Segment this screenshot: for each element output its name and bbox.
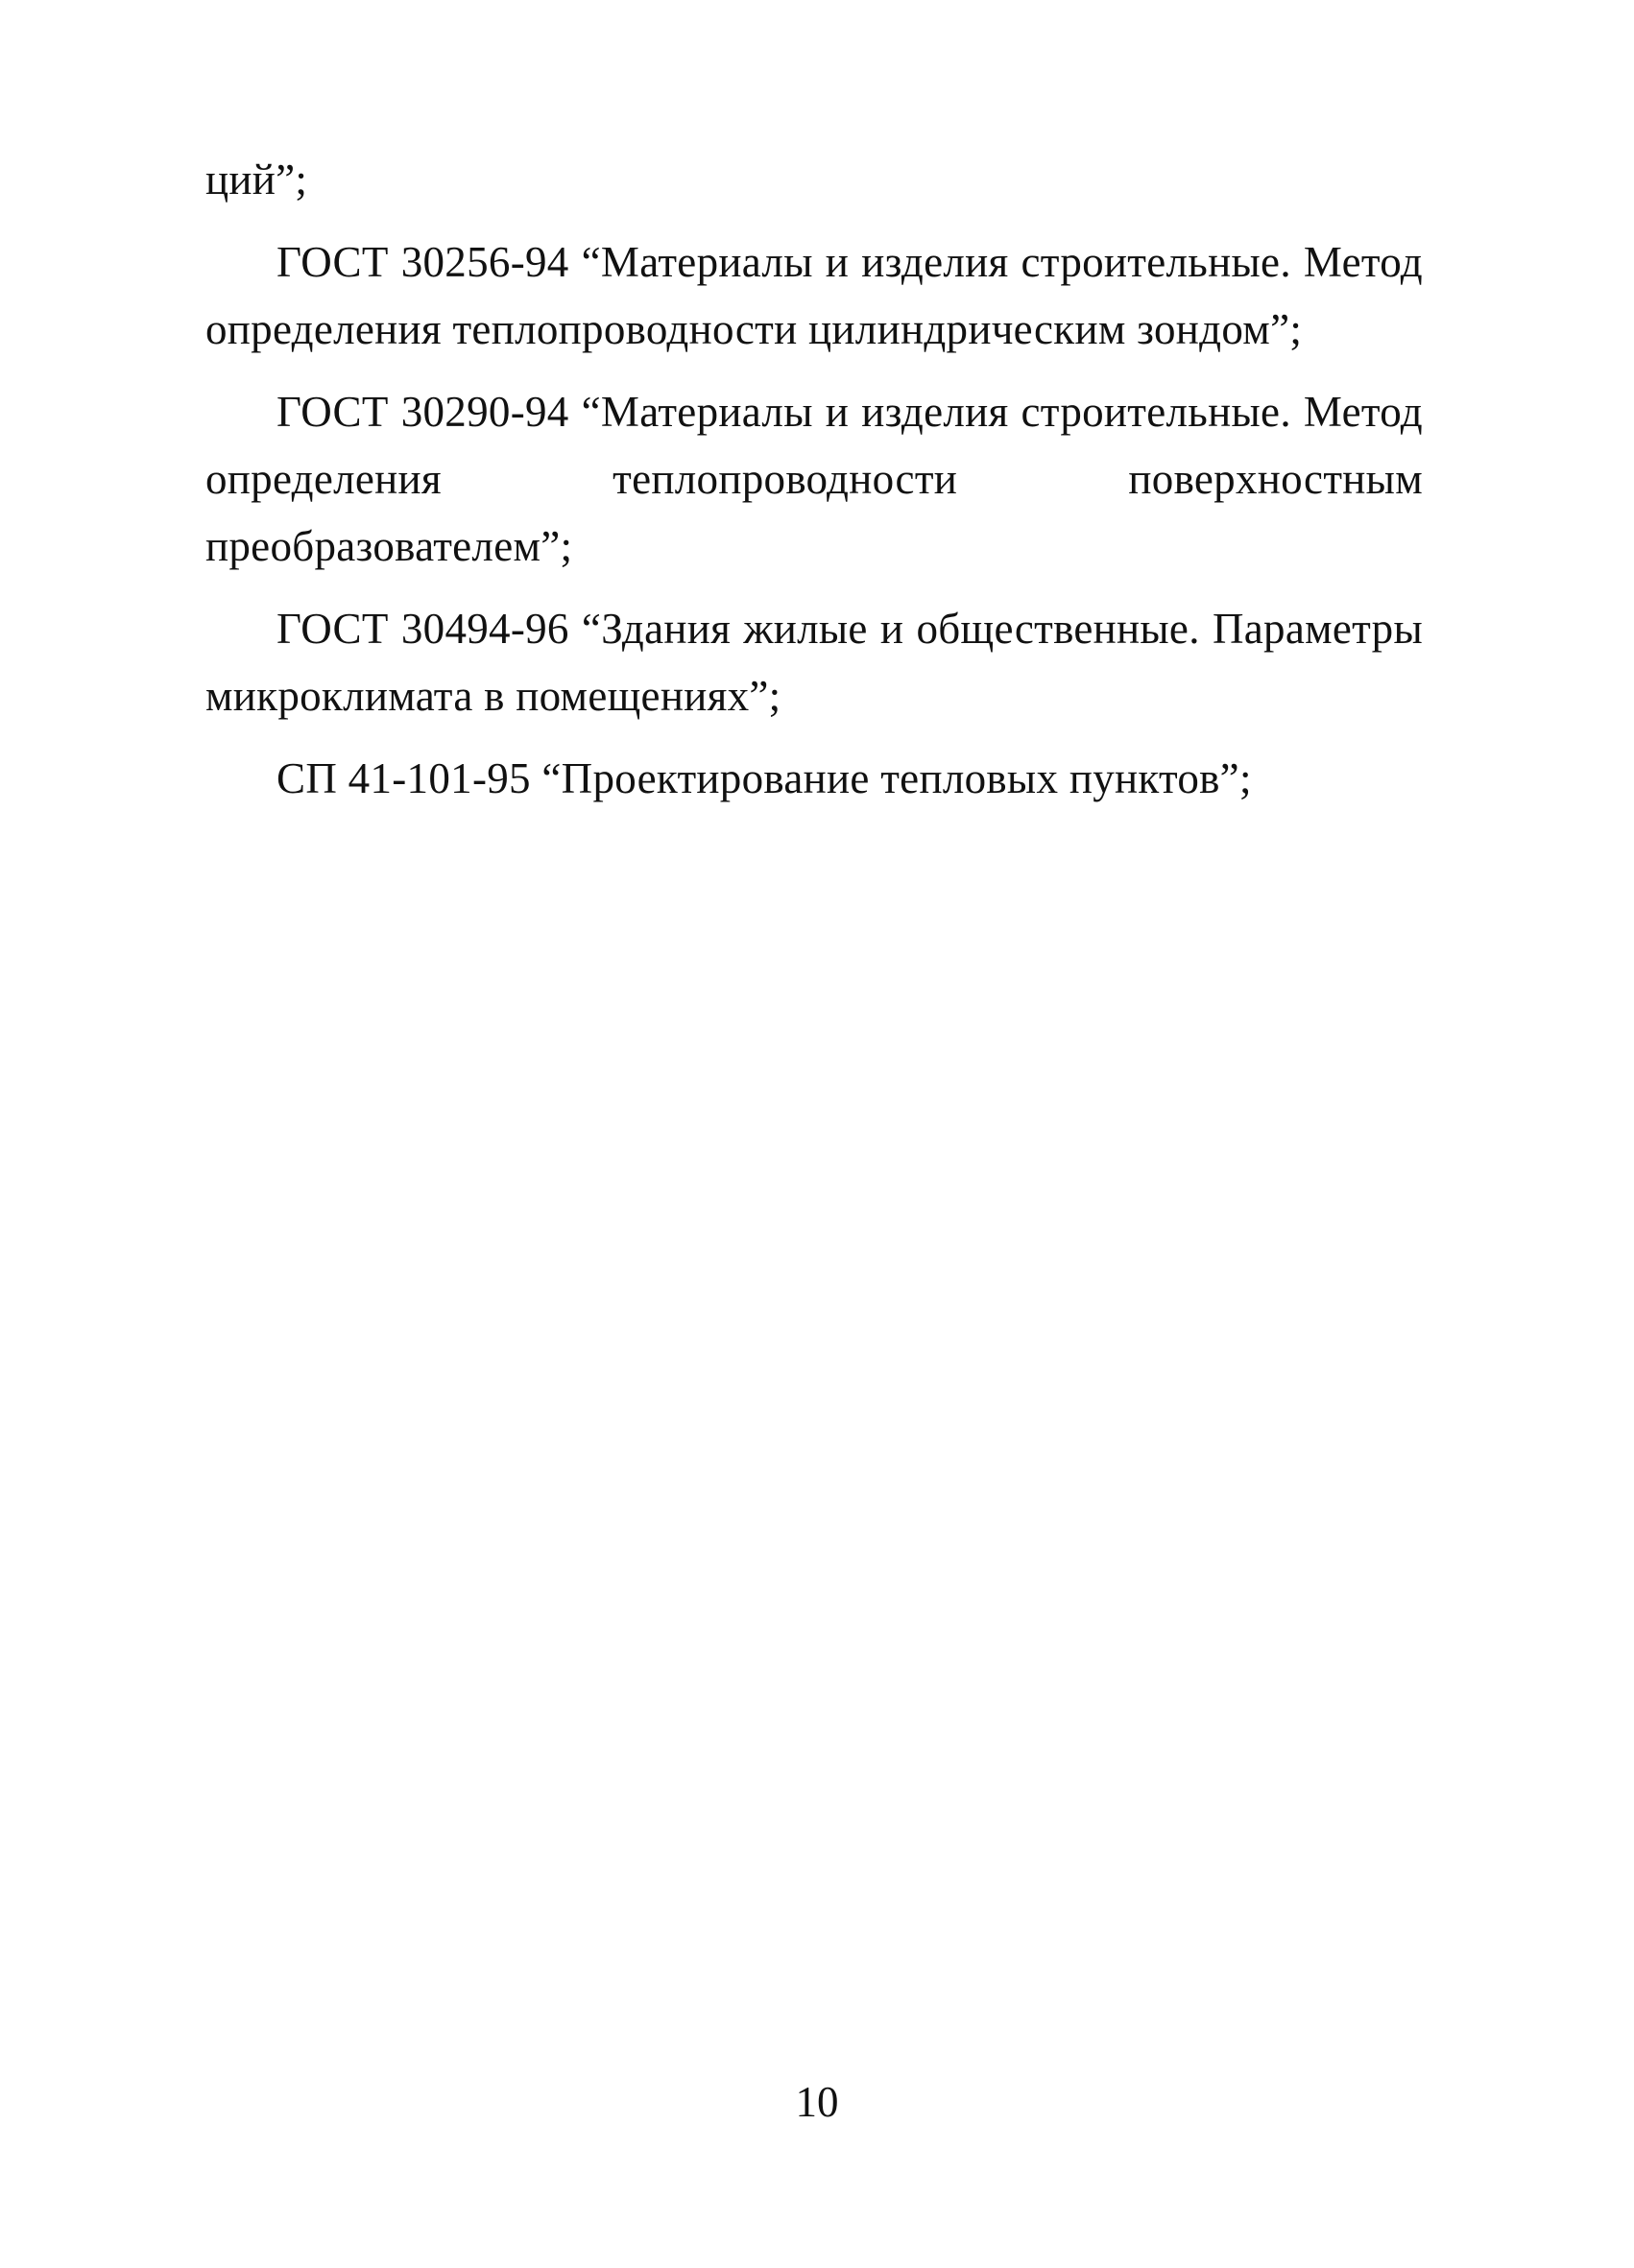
paragraph-sp-41-101: СП 41-101-95 “Проектирование тепловых пунктов”; (276, 754, 1252, 802)
paragraph-gost-30494: ГОСТ 30494-96 “Здания жилые и общественные. Параметры микроклимата в помещениях”; (205, 605, 1423, 720)
page-number: 10 (795, 2078, 839, 2126)
document-body (205, 146, 1423, 827)
paragraph-gost-30256: ГОСТ 30256-94 “Материалы и изделия строительные. Метод определения теплопроводности цилиндрическим зондом”; (205, 238, 1423, 353)
paragraph-continuation: ций”; (205, 155, 308, 203)
paragraph-gost-30290: ГОСТ 30290-94 “Материалы и изделия строительные. Метод определения теплопроводности поверхностным преобразователем”; (205, 388, 1423, 570)
